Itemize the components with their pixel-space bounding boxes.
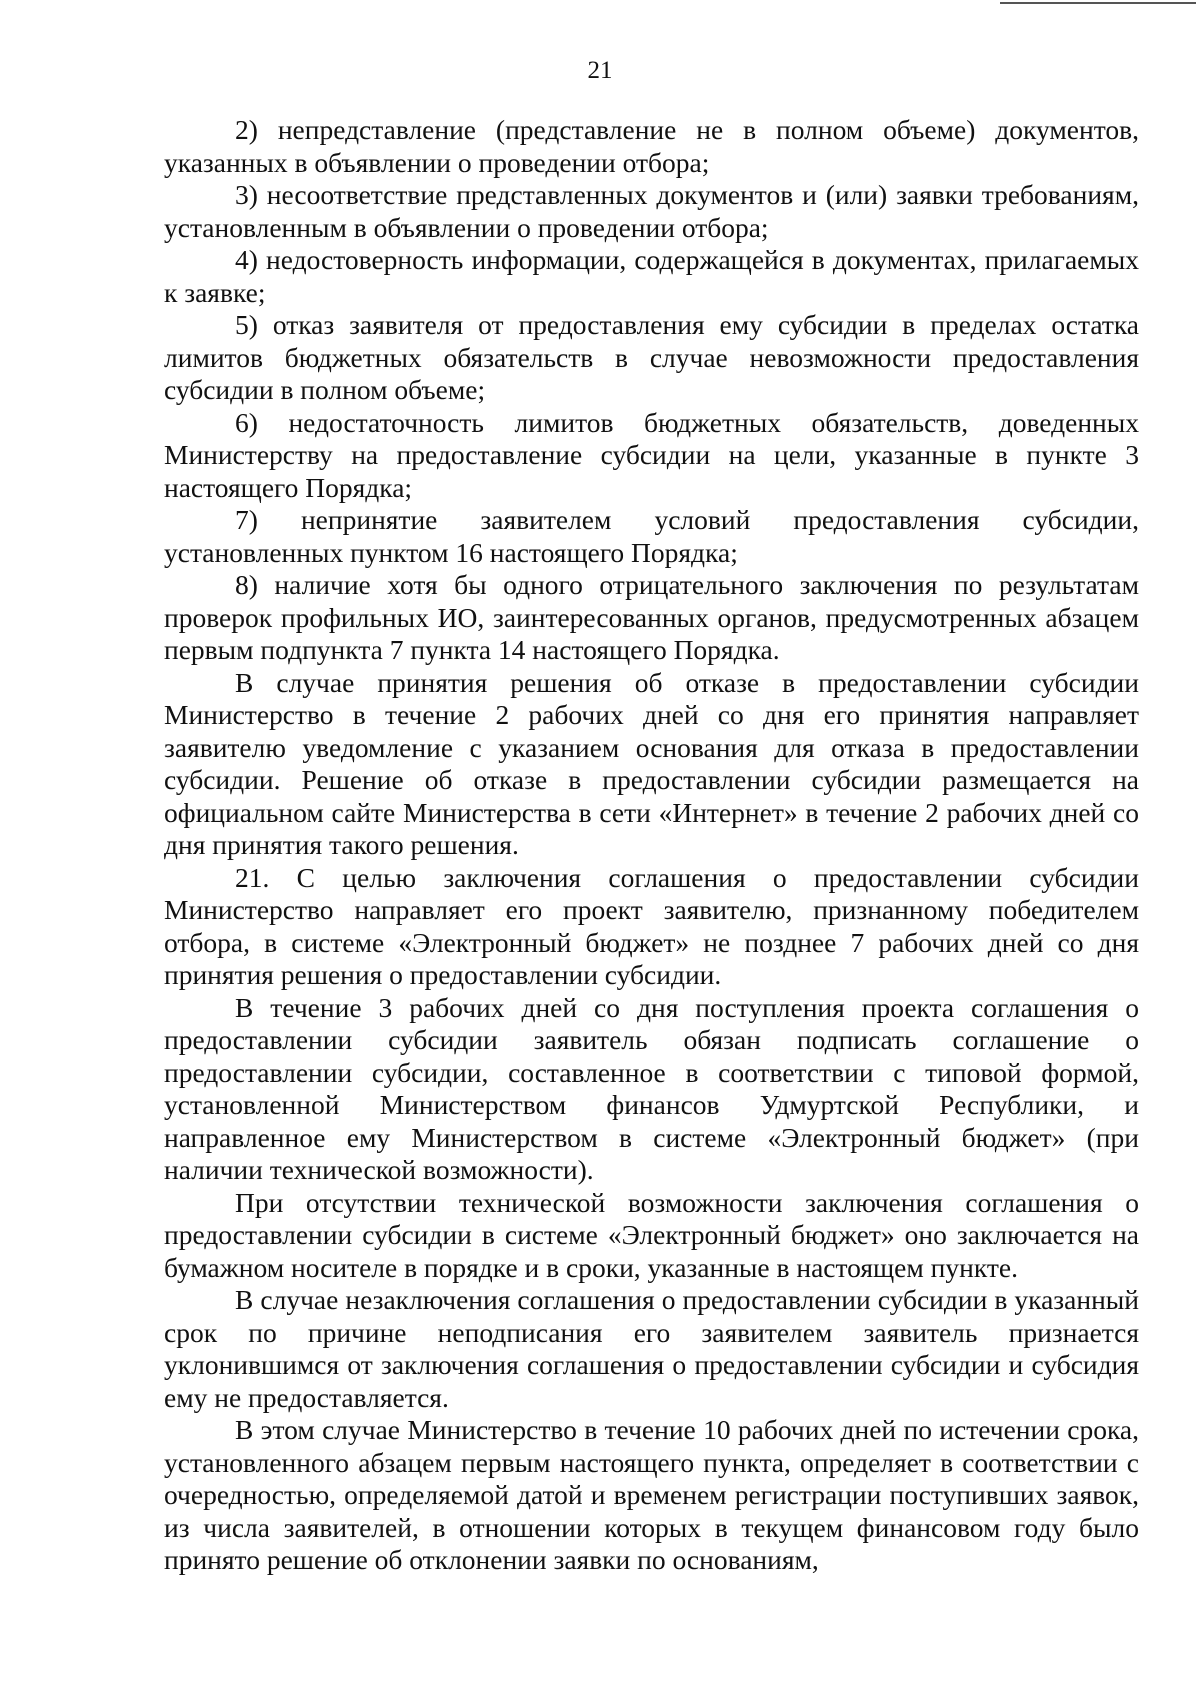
- paragraph-reselection: В этом случае Министерство в течение 10 рабочих дней по истечении срока, установленного абзацем первым настоящего пункта, определяет в соответствии с очередностью, определяемой датой и временем регистрации поступивших заявок, из числа заявителей, в отношении которых в текущем финансовом году было принято решение об отклонении заявки по основаниям,: [164, 1414, 1139, 1575]
- paragraph-item-6: 6) недостаточность лимитов бюджетных обязательств, доведенных Министерству на предоставление субсидии на цели, указанные в пункте 3 настоящего Порядка;: [164, 406, 1139, 503]
- paragraph-item-7: 7) непринятие заявителем условий предоставления субсидии, установленных пунктом 16 настоящего Порядка;: [164, 504, 1139, 568]
- paragraph-signing-term: В течение 3 рабочих дней со дня поступления проекта соглашения о предоставлении субсидии заявитель обязан подписать соглашение о предоставлении субсидии, составленное в соответствии с типовой формой, установленной Министерством финансов Удмуртской Республики, и направленное ему Министерством в системе «Электронный бюджет» (при наличии технической возможности).: [164, 991, 1139, 1185]
- paragraph-item-4: 4) недостоверность информации, содержащейся в документах, прилагаемых к заявке;: [164, 244, 1139, 308]
- paragraph-clause-21: 21. С целью заключения соглашения о предоставлении субсидии Министерство направляет его проект заявителю, признанному победителем отбора, в системе «Электронный бюджет» не позднее 7 рабочих дней со дня принятия решения о предоставлении субсидии.: [164, 861, 1139, 990]
- top-edge-rule: [1000, 2, 1196, 4]
- paragraph-refusal-notice: В случае принятия решения об отказе в предоставлении субсидии Министерство в течение 2 рабочих дней со дня его принятия направляет заявителю уведомление с указанием основания для отказа в предоставлении субсидии. Решение об отказе в предоставлении субсидии размещается на официальном сайте Министерства в сети «Интернет» в течение 2 рабочих дней со дня принятия такого решения.: [164, 666, 1139, 860]
- paragraph-non-conclusion: В случае незаключения соглашения о предоставлении субсидии в указанный срок по причине неподписания его заявителем заявитель признается уклонившимся от заключения соглашения о предоставлении субсидии и субсидия ему не предоставляется.: [164, 1284, 1139, 1413]
- paragraph-item-2: 2) непредставление (представление не в полном объеме) документов, указанных в объявлении о проведении отбора;: [164, 114, 1139, 178]
- paragraph-item-5: 5) отказ заявителя от предоставления ему субсидии в пределах остатка лимитов бюджетных обязательств в случае невозможности предоставления субсидии в полном объеме;: [164, 309, 1139, 405]
- paragraph-item-3: 3) несоответствие представленных документов и (или) заявки требованиям, установленным в объявлении о проведении отбора;: [164, 179, 1139, 243]
- paragraph-item-8: 8) наличие хотя бы одного отрицательного заключения по результатам проверок профильных ИО, заинтересованных органов, предусмотренных абзацем первым подпункта 7 пункта 14 настоящего Порядка.: [164, 569, 1139, 665]
- paragraph-paper-agreement: При отсутствии технической возможности заключения соглашения о предоставлении субсидии в системе «Электронный бюджет» оно заключается на бумажном носителе в порядке и в сроки, указанные в настоящем пункте.: [164, 1186, 1139, 1283]
- document-body: [164, 114, 1139, 1577]
- page-number: 21: [587, 57, 613, 84]
